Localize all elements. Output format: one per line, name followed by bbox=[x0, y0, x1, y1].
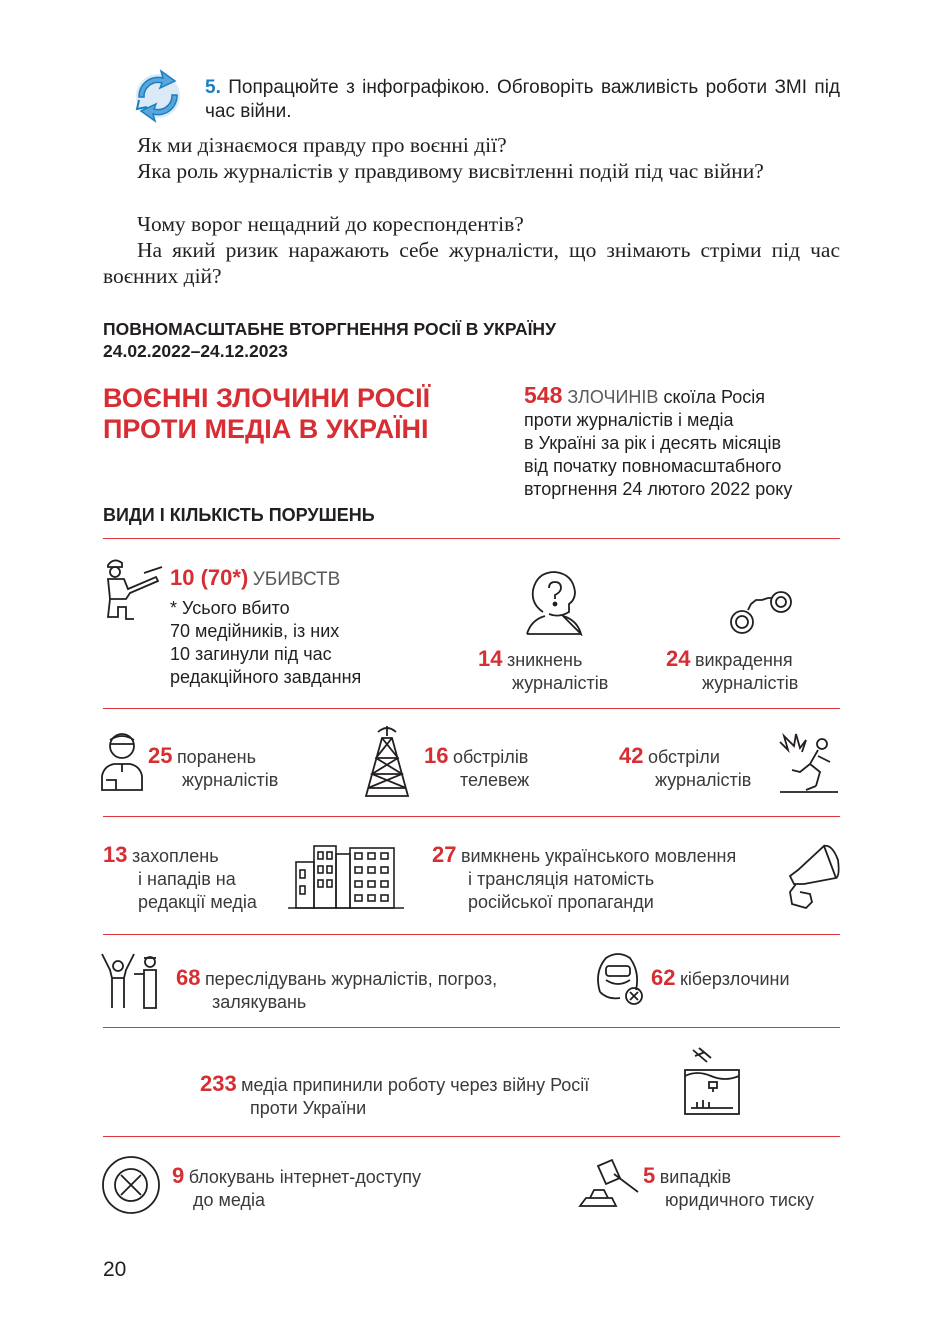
wounded-line1: поранень bbox=[176, 747, 256, 767]
missing-number: 14 bbox=[478, 646, 503, 671]
broadcast-tower-icon bbox=[362, 724, 412, 798]
page-number: 20 bbox=[103, 1258, 127, 1281]
broadcast-line2: і трансляція натомість bbox=[468, 869, 655, 889]
task-instruction bbox=[205, 76, 840, 124]
missing-line2: журналістів bbox=[512, 673, 609, 693]
task-text: Попрацюйте з інфографікою. Обговоріть важливість роботи ЗМІ під час війни. bbox=[205, 77, 841, 122]
shelled-line1: обстріли bbox=[647, 747, 720, 767]
question-1: Як ми дізнаємося правду про воєнні дії? bbox=[137, 133, 507, 157]
summary-number: 548 bbox=[524, 382, 563, 408]
divider bbox=[103, 1136, 840, 1137]
question-head-icon bbox=[523, 568, 585, 636]
bombed-studio-icon bbox=[683, 1046, 741, 1116]
legal-line2: юридичного тиску bbox=[665, 1190, 815, 1210]
cyber-number: 62 bbox=[651, 965, 676, 990]
kidnapped-line1: викрадення bbox=[694, 650, 793, 670]
blocked-number: 9 bbox=[172, 1163, 185, 1188]
killed-label: УБИВСТВ bbox=[252, 569, 341, 590]
legal-line1: випадків bbox=[659, 1167, 732, 1187]
towers-line2: телевеж bbox=[460, 770, 530, 790]
seized-line2: і нападів на bbox=[138, 869, 236, 889]
killed-note-3: 10 загинули під час bbox=[170, 644, 332, 664]
kidnapped-number: 24 bbox=[666, 646, 691, 671]
recycle-arrows-icon bbox=[127, 67, 189, 125]
broadcast-line3: російської пропаганди bbox=[468, 892, 654, 912]
summary-line2: проти журналістів і медіа bbox=[524, 410, 734, 430]
soldier-with-rifle-icon bbox=[100, 555, 164, 623]
wounded-line2: журналістів bbox=[182, 770, 279, 790]
summary-line3: в Україні за рік і десять місяців bbox=[524, 433, 782, 453]
towers-number: 16 bbox=[424, 743, 449, 768]
divider bbox=[103, 538, 840, 539]
crimes-summary bbox=[524, 384, 844, 501]
hands-up-at-gunpoint-icon bbox=[100, 952, 166, 1010]
infographic-title-line1: ВОЄННІ ЗЛОЧИНИ РОСІЇ bbox=[103, 383, 431, 413]
shelled-line2: журналістів bbox=[655, 770, 752, 790]
killed-note-4: редакційного завдання bbox=[170, 667, 362, 687]
task-number: 5. bbox=[205, 77, 221, 98]
killed-note-1: * Усього вбито bbox=[170, 598, 290, 618]
divider bbox=[103, 1027, 840, 1028]
blocked-circle-icon bbox=[101, 1155, 161, 1215]
summary-line1: скоїла Росія bbox=[663, 387, 766, 407]
cyber-line1: кіберзлочини bbox=[679, 969, 790, 989]
infographic-title bbox=[103, 383, 430, 445]
megaphone-icon bbox=[784, 842, 840, 910]
shelled-number: 42 bbox=[619, 743, 644, 768]
section-heading-dates: 24.02.2022–24.12.2023 bbox=[103, 341, 288, 361]
blocked-line1: блокувань інтернет-доступу bbox=[188, 1167, 421, 1187]
section-heading-line1: ПОВНОМАСШТАБНЕ ВТОРГНЕННЯ РОСІЇ В УКРАЇНУ bbox=[103, 319, 556, 339]
summary-line5: вторгнення 24 лютого 2022 року bbox=[524, 479, 793, 499]
blocked-line2: до медіа bbox=[193, 1190, 266, 1210]
violations-heading: ВИДИ І КІЛЬКІСТЬ ПОРУШЕНЬ bbox=[103, 505, 375, 525]
question-3: Чому ворог нещадний до кореспондентів? bbox=[137, 212, 524, 236]
towers-line1: обстрілів bbox=[452, 747, 529, 767]
summary-label: ЗЛОЧИНІВ bbox=[567, 387, 659, 407]
divider bbox=[103, 816, 840, 817]
legal-number: 5 bbox=[643, 1163, 656, 1188]
question-4: На який ризик наражають себе журналісти, що знімають стріми під час воєнних дій? bbox=[103, 238, 840, 288]
explosion-running-person-icon bbox=[776, 732, 840, 794]
killed-number: 10 (70*) bbox=[170, 565, 249, 590]
handcuffs-icon bbox=[728, 580, 794, 638]
office-buildings-icon bbox=[288, 840, 404, 910]
stopped-number: 233 bbox=[200, 1071, 237, 1096]
stopped-line2: проти України bbox=[250, 1098, 367, 1118]
infographic-title-line2: ПРОТИ МЕДІА В УКРАЇНІ bbox=[103, 414, 429, 444]
seized-number: 13 bbox=[103, 842, 128, 867]
persecution-number: 68 bbox=[176, 965, 201, 990]
gavel-icon bbox=[576, 1158, 642, 1210]
stopped-line1: медіа припинили роботу через війну Росії bbox=[241, 1075, 590, 1095]
hacker-icon bbox=[594, 950, 644, 1006]
missing-line1: зникнень bbox=[506, 650, 583, 670]
broadcast-line1: вимкнень українського мовлення bbox=[460, 846, 737, 866]
question-2: Яка роль журналістів у правдивому висвітленні подій під час війни? bbox=[137, 159, 764, 183]
summary-line4: від початку повномасштабного bbox=[524, 456, 782, 476]
killed-note-2: 70 медійників, із них bbox=[170, 621, 340, 641]
bandaged-person-icon bbox=[100, 728, 144, 794]
broadcast-number: 27 bbox=[432, 842, 457, 867]
persecution-line2: залякувань bbox=[212, 992, 307, 1012]
seized-line3: редакції медіа bbox=[138, 892, 257, 912]
persecution-line1: переслідувань журналістів, погроз, bbox=[204, 969, 498, 989]
wounded-number: 25 bbox=[148, 743, 173, 768]
seized-line1: захоплень bbox=[131, 846, 219, 866]
section-heading bbox=[103, 318, 556, 362]
kidnapped-line2: журналістів bbox=[702, 673, 799, 693]
divider bbox=[103, 708, 840, 709]
divider bbox=[103, 934, 840, 935]
